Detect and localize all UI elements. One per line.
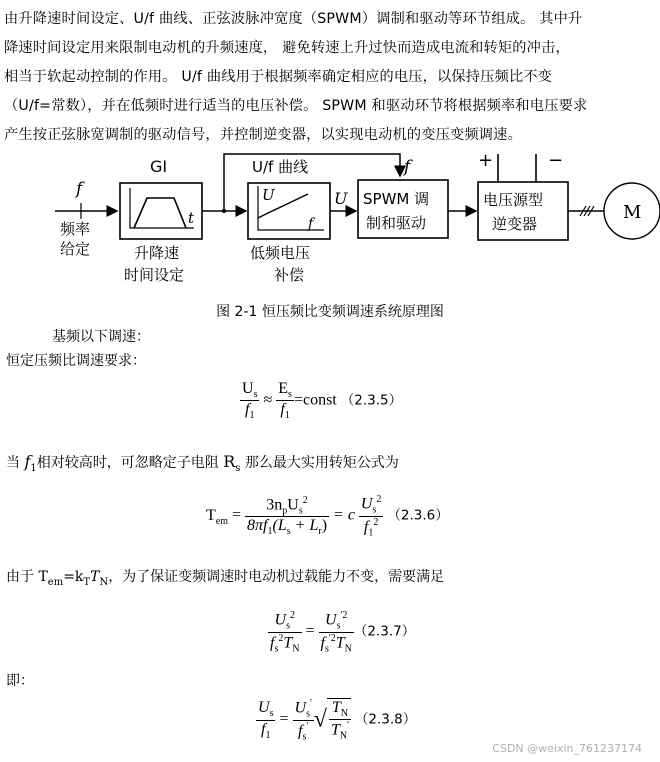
eq5-number: （2.3.5） — [340, 392, 403, 409]
uf-block — [248, 183, 330, 239]
when-high-r-sub: s — [235, 462, 241, 474]
block-diagram — [0, 150, 660, 300]
eq5-lhs-den: f — [245, 401, 250, 419]
eq5-lhs-den-sub: 1 — [249, 410, 255, 422]
text-ie: 即： — [6, 673, 34, 689]
equation-2-3-6: $T_{em}$ = $\frac{3n_pU_s^2}{8\pi f_1(L_s + L_r)}$ = c $\frac{U_s^2}{f_1^2}$ （2.3.6） — [206, 494, 449, 539]
eq5-rhs-num-sub: s — [288, 389, 292, 401]
uf-label-2: 补偿 — [274, 266, 305, 284]
since-post: ，为了保证变频调速时电动机过载能力不变，需要满足 — [108, 569, 445, 585]
inverter-line-2: 逆变器 — [492, 215, 538, 233]
figure-caption: 图 2-1 恒压频比变频调速系统原理图 — [216, 304, 444, 320]
eq6-lhs: $T_{em}$ — [206, 506, 228, 527]
eq7-rhs-frac: $\frac{U_s^{'2}}{f_s^{'2}T_N}$ — [320, 610, 352, 655]
eq8-mid-frac: $\frac{U_s'}{f_s'}$ — [294, 698, 312, 743]
uf-label-1: 低频电压 — [250, 244, 311, 262]
eq7-number: （2.3.7） — [353, 623, 416, 640]
since-tn: T — [90, 569, 100, 585]
branch-dot — [222, 209, 226, 213]
spwm-line-1: SPWM 调 — [363, 190, 430, 208]
signal-u-label: U — [334, 189, 348, 208]
motor-label: M — [623, 202, 642, 223]
text-since — [6, 566, 444, 588]
eq5-tail: =const — [293, 391, 337, 409]
eq7-lhs-frac: $\frac{U_s^2}{f_s^2T_N}$ — [270, 610, 300, 655]
since-sub-t: T — [83, 576, 91, 588]
spwm-line-2: 制和驱动 — [366, 214, 427, 232]
intro-line-4: （U/f=常数），并在低频时进行适当的电压补偿。 SPWM 和驱动环节将根据频率和电压要求 — [4, 98, 588, 114]
intro-line-3: 相当于软起动控制的作用。 U/f 曲线用于根据频率确定相应的电压，以保持压频比不变 — [4, 69, 553, 85]
equation-2-3-5 — [240, 380, 402, 421]
intro-paragraph — [4, 5, 656, 150]
eq5-rhs-frac — [276, 380, 294, 421]
eq6-main-frac: $\frac{3n_pU_s^2}{8\pi f_1(L_s + L_r)}$ — [247, 494, 328, 538]
when-high-r: R — [223, 452, 236, 471]
eq5-lhs-num: U — [242, 380, 254, 397]
text-requirement: 恒定压频比调速要求： — [6, 353, 146, 369]
eq8-sqrt-body: $\frac{T_N}{T_N'}$ — [327, 698, 351, 742]
equation-2-3-7: $\frac{U_s^2}{f_s^2T_N}$ = $\frac{U_s^{'2}}{f_s^{'2}T_N}$ （2.3.7） — [270, 610, 416, 655]
inverter-plus: + — [478, 150, 494, 171]
eq6-number: （2.3.6） — [387, 507, 449, 524]
input-label-2: 给定 — [60, 240, 91, 258]
eq5-lhs-frac — [240, 380, 259, 421]
sqrt-icon: √ — [313, 706, 327, 733]
input-label-1: 频率 — [60, 220, 91, 238]
when-high-f-sub: 1 — [30, 462, 37, 474]
since-mid: =k — [63, 569, 84, 585]
since-sub-n: N — [99, 576, 109, 588]
eq5-approx: ≈ — [263, 391, 273, 409]
uf-axis-u: U — [262, 186, 275, 204]
when-high-pre: 当 — [6, 455, 20, 471]
signal-f-label: f — [404, 157, 411, 177]
since-pre: 由于 T — [6, 569, 48, 585]
inverter-minus: − — [548, 150, 564, 171]
eq5-rhs-den-sub: 1 — [284, 410, 290, 422]
eq6-c: = c — [333, 506, 355, 524]
gi-label-2: 时间设定 — [124, 266, 185, 284]
text-base-speed: 基频以下调速： — [52, 329, 150, 345]
watermark: CSDN @weixin_761237174 — [492, 742, 642, 755]
inverter-line-1: 电压源型 — [483, 191, 544, 209]
eq5-rhs-num: E — [278, 380, 289, 397]
when-high-post: 那么最大实用转矩公式为 — [244, 455, 399, 471]
eq6-rhs-frac: $\frac{U_s^2}{f_1^2}$ — [360, 494, 382, 539]
when-high-mid: 相对较高时，可忽略定子电阻 — [36, 455, 219, 471]
eq5-rhs-den: f — [280, 401, 285, 419]
input-f-label: f — [76, 179, 83, 199]
equation-2-3-8: $\frac{U_s}{f_1}$ = $\frac{U_s'}{f_s'}$ √ $\frac{T_N}{T_N'}$ （2.3.8） — [258, 698, 417, 743]
gi-label-1: 升降速 — [134, 244, 180, 262]
intro-line-1: 由升降速时间设定、U/f 曲线、正弦波脉冲宽度（SPWM）调制和驱动等环节组成。 其中升 — [4, 11, 583, 27]
when-high-f: f — [24, 452, 31, 471]
uf-title: U/f 曲线 — [252, 158, 309, 176]
gi-axis-t: t — [188, 209, 195, 227]
eq8-number: （2.3.8） — [354, 711, 417, 728]
text-when-high — [6, 452, 399, 474]
gi-title: GI — [150, 157, 168, 176]
eq5-lhs-num-sub: s — [253, 389, 258, 401]
since-sub-em: em — [47, 576, 64, 588]
uf-axis-f: f — [308, 216, 314, 232]
intro-line-5: 产生按正弦脉宽调制的驱动信号，并控制逆变器，以实现电动机的变压变频调速。 — [4, 127, 522, 143]
intro-line-2: 降速时间设定用来限制电动机的升频速度， 避免转速上升过快而造成电流和转矩的冲击， — [4, 40, 570, 56]
eq8-lhs-frac: $\frac{U_s}{f_1}$ — [258, 699, 274, 741]
